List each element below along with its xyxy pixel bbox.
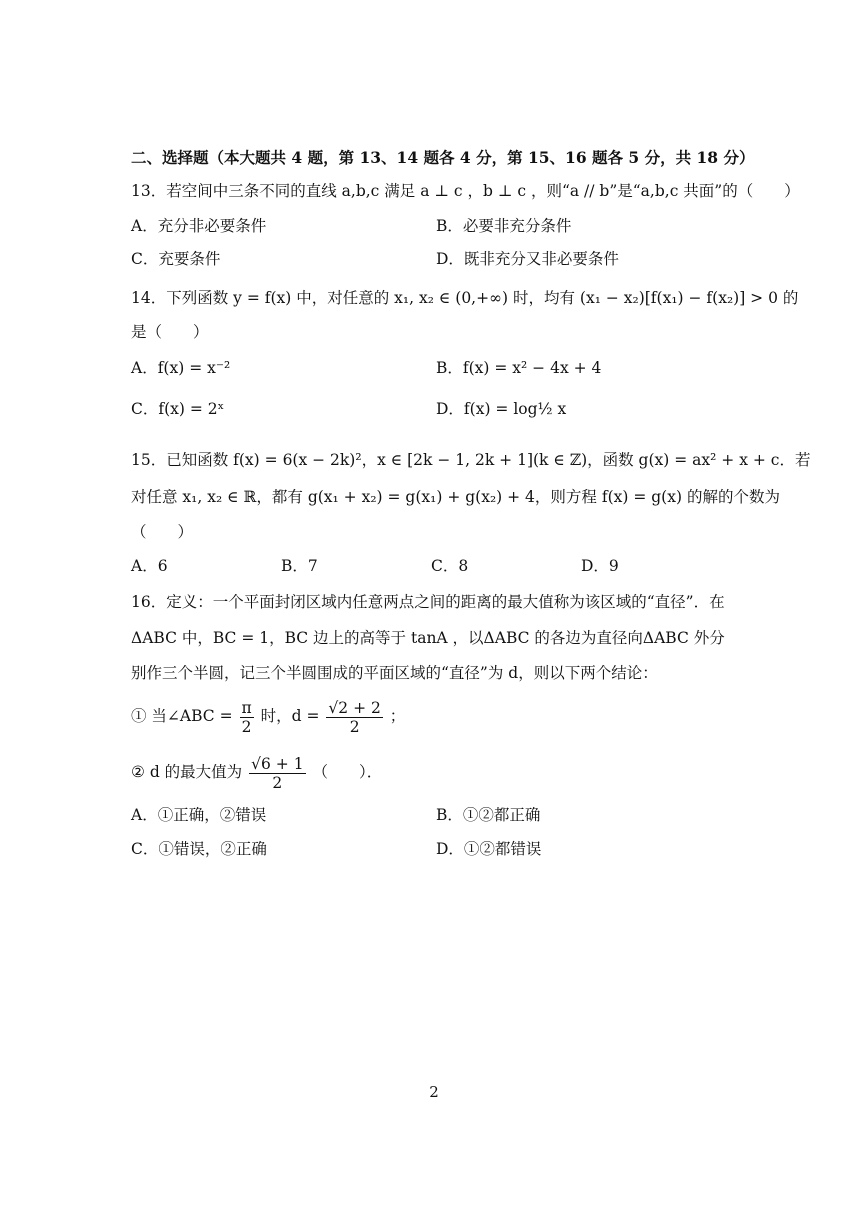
q13-option-c: C．充要条件 — [131, 250, 221, 268]
q16-option-c: C．①错误，②正确 — [131, 840, 267, 858]
fraction-numerator: π — [241, 698, 252, 717]
q15-option-a: A．6 — [131, 557, 168, 575]
question-16-claim-1 — [131, 696, 748, 736]
question-15-line3: （ ） — [131, 523, 194, 541]
question-14-stem-line2: 是（ ） — [131, 323, 209, 341]
q13-option-a: A．充分非必要条件 — [131, 217, 267, 235]
fraction-numerator: √2 + 2 — [328, 698, 381, 717]
fraction-denominator: 2 — [272, 773, 283, 792]
q14-option-c: C．f(x) = 2ˣ — [131, 400, 225, 418]
q15-option-b: B．7 — [281, 557, 318, 575]
fraction-denominator: 2 — [241, 717, 252, 736]
q15-option-d: D．9 — [581, 557, 619, 575]
claim1-prefix: ① 当∠ABC = — [131, 707, 233, 725]
q13-option-b: B．必要非充分条件 — [436, 217, 572, 235]
question-16-line1: 16．定义：一个平面封闭区域内任意两点之间的距离的最大值称为该区域的“直径”．在 — [131, 593, 725, 611]
d-max-fraction — [249, 755, 305, 792]
claim1-middle: 时，d = — [260, 707, 320, 725]
d-value-fraction — [326, 699, 382, 736]
question-13-stem: 13．若空间中三条不同的直线 a,b,c 满足 a ⊥ c ，b ⊥ c ，则“a // b”是“a,b,c 共面”的（ ） — [131, 182, 800, 200]
question-16-line2: ΔABC 中，BC = 1，BC 边上的高等于 tanA ，以ΔABC 的各边为直径向ΔABC 外分 — [131, 629, 725, 647]
claim2-prefix: ② d 的最大值为 — [131, 763, 243, 781]
q14-option-b: B．f(x) = x² − 4x + 4 — [436, 359, 602, 377]
question-15-line2: 对任意 x₁, x₂ ∈ ℝ，都有 g(x₁ + x₂) = g(x₁) + g(x₂) + 4，则方程 f(x) = g(x) 的解的个数为 — [131, 488, 780, 506]
question-15-line1: 15．已知函数 f(x) = 6(x − 2k)²，x ∈ [2k − 1, 2k + 1](k ∈ ℤ)，函数 g(x) = ax² + x + c．若 — [131, 451, 811, 469]
pi-over-2-fraction — [240, 699, 254, 736]
q14-option-a: A．f(x) = x⁻² — [131, 359, 231, 377]
q15-option-c: C．8 — [431, 557, 469, 575]
fraction-denominator: 2 — [349, 717, 360, 736]
question-16-claim-2 — [131, 752, 748, 792]
question-14-stem-line1: 14．下列函数 y = f(x) 中，对任意的 x₁, x₂ ∈ (0,+∞) 时，均有 (x₁ − x₂)[f(x₁) − f(x₂)] > 0 的 — [131, 289, 799, 307]
section-title: 二、选择题（本大题共 4 题，第 13、14 题各 4 分，第 15、16 题各 5 分，共 18 分） — [131, 148, 755, 167]
fraction-numerator: √6 + 1 — [251, 754, 304, 773]
q16-option-b: B．①②都正确 — [436, 806, 541, 824]
claim1-end: ； — [389, 707, 406, 725]
q14-option-d: D．f(x) = log½ x — [436, 400, 567, 418]
question-16-line3: 别作三个半圆，记三个半圆围成的平面区域的“直径”为 d，则以下两个结论： — [131, 664, 658, 682]
page-number: 2 — [429, 1083, 439, 1101]
q16-option-d: D．①②都错误 — [436, 840, 542, 858]
q13-option-d: D．既非充分又非必要条件 — [436, 250, 619, 268]
claim2-end: （ ）． — [312, 763, 383, 781]
q16-option-a: A．①正确，②错误 — [131, 806, 267, 824]
